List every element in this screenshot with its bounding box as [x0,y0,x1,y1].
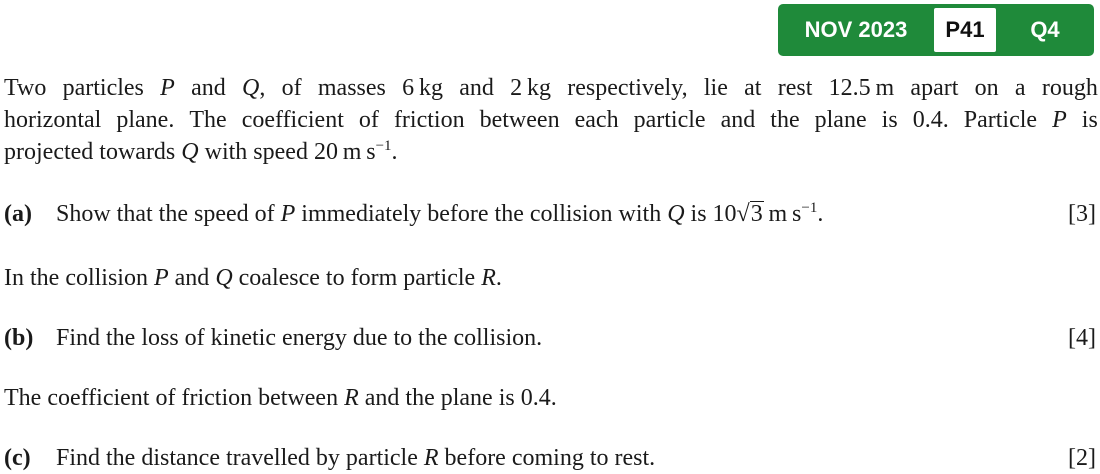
part-c-marks: [2] [1068,445,1096,471]
question-badge [778,4,1094,56]
part-a-label: (a) [4,201,32,227]
part-c: (c) Find the distance travelled by particle R before coming to rest. [4,442,655,474]
intro-line-3: projected towards Q with speed 20 m $s^{-1}$. [4,138,398,165]
intro-line-2: horizontal plane. The coefficient of friction between each particle and the plane is 0.4. Particle P is [4,107,1098,133]
part-b-text: Find the loss of kinetic energy due to the collision. [56,325,543,351]
part-a: (a) Show that the speed of P immediately before the collision with Q is 10√3 m $s^{-1}$. [4,198,823,230]
part-a-marks: [3] [1068,201,1096,227]
part-b-marks: [4] [1068,325,1096,351]
part-c-label: (c) [4,445,31,471]
question-number-label: Q4 [1030,17,1060,42]
part-b [4,322,542,354]
paper-number-label: P41 [934,8,996,52]
intro-line-1: Two particles P and Q, of masses 6 kg and 2 kg respectively, lie at rest 12.5 m apart on a rough [4,75,1098,101]
part-b-label: (b) [4,325,34,351]
collision-statement: In the collision P and Q coalesce to form particle R. [4,265,502,291]
exam-session-label: NOV 2023 [804,17,908,42]
friction-statement: The coefficient of friction between R and the plane is 0.4. [4,385,557,411]
